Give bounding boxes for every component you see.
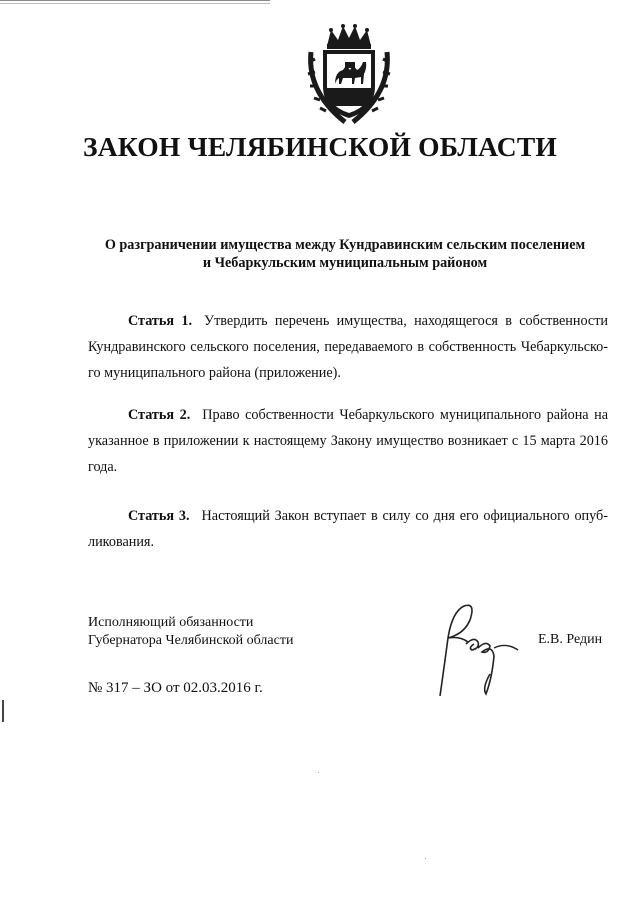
margin-mark	[2, 700, 4, 722]
law-subject-heading	[0, 236, 640, 272]
article-3-label: Статья 3.	[128, 508, 190, 524]
article-1-label: Статья 1.	[128, 313, 193, 329]
document-title: ЗАКОН ЧЕЛЯБИНСКОЙ ОБЛАСТИ	[83, 131, 557, 162]
signer-name: Е.В. Редин	[538, 632, 603, 647]
chelyabinsk-coat-of-arms-icon	[305, 22, 393, 126]
article-1-text: Утвердить перечень имущества, находящегося в собственности Кундравинского сельского поселения, передаваемого в собственность Чебаркульско-го муниципального района (приложение).	[88, 313, 608, 381]
scan-speck	[425, 858, 426, 859]
signer-position-line-1: Исполняющий обязанности	[88, 615, 254, 630]
law-number-and-date: № 317 – ЗО от 02.03.2016 г.	[88, 680, 263, 696]
signer-position-line-2: Губернатора Челябинской области	[88, 633, 294, 648]
article-3	[88, 503, 608, 555]
article-2-label: Статья 2.	[128, 407, 191, 423]
article-2	[88, 402, 608, 480]
law-subject-line-1: О разграничении имущества между Кундравинским сельским поселением	[104, 237, 586, 253]
article-1	[88, 308, 608, 386]
article-3-text: Настоящий Закон вступает в силу со дня его официального опуб-ликования.	[88, 508, 608, 550]
article-2-text: Право собственности Чебаркульского муниципального района на указанное в приложении к настоящему Закону имущество возникает с 15 марта 2016 года.	[88, 407, 608, 475]
signer-position	[88, 614, 293, 650]
scan-speck	[318, 772, 319, 773]
law-subject-line-2: и Чебаркульским муниципальным районом	[202, 255, 488, 271]
handwritten-signature-icon	[408, 598, 523, 700]
top-rule	[0, 0, 270, 4]
